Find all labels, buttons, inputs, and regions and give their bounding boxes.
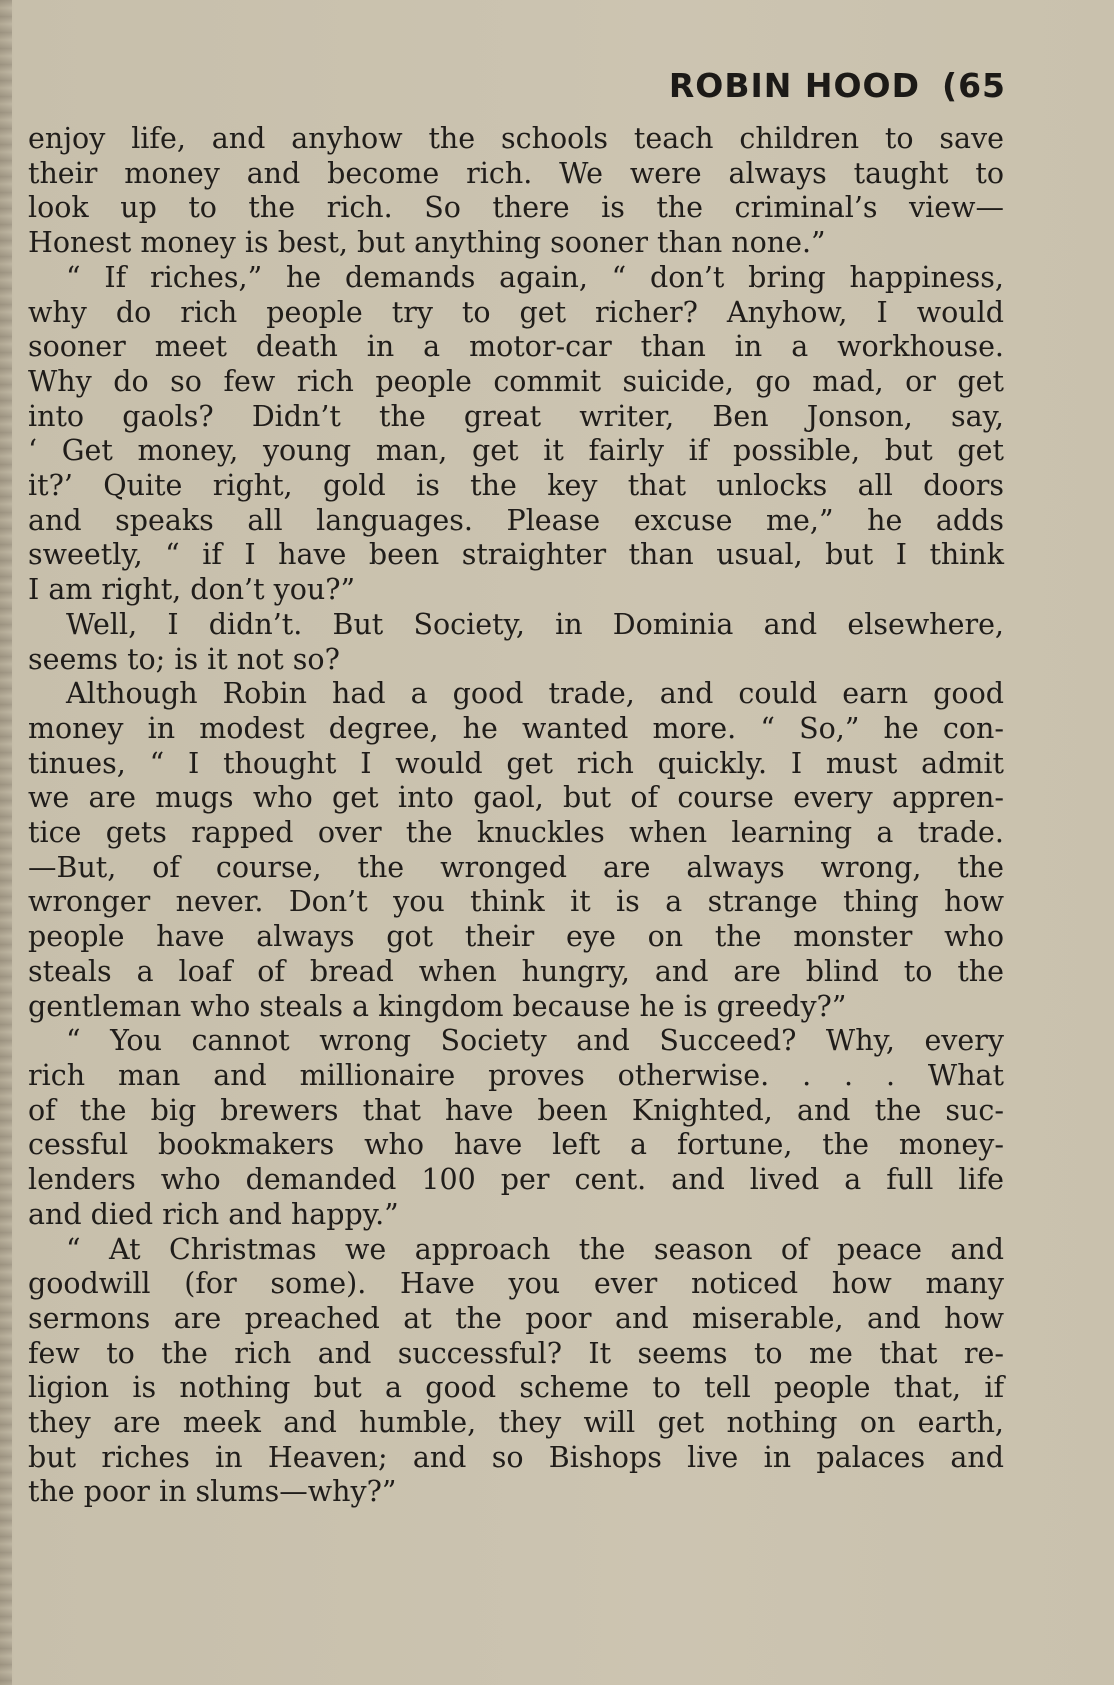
text-line: money in modest degree, he wanted more. “ So,” he con- <box>28 711 1004 745</box>
text-line: Why do so few rich people commit suicide, go mad, or get <box>28 364 1004 398</box>
text-line: goodwill (for some). Have you ever noticed how many <box>28 1267 1004 1301</box>
text-line: they are meek and humble, they will get nothing on earth, <box>28 1406 1004 1440</box>
text-line: lenders who demanded 100 per cent. and lived a full life <box>28 1163 1004 1197</box>
text-line: Well, I didn’t. But Society, in Dominia and elsewhere, <box>66 607 1004 641</box>
text-line: enjoy life, and anyhow the schools teach children to save <box>28 122 1004 155</box>
text-line: but riches in Heaven; and so Bishops live in palaces and <box>28 1440 1004 1474</box>
text-line: the poor in slums—why?” <box>28 1475 397 1509</box>
text-line: their money and become rich. We were always taught to <box>28 156 1004 190</box>
text-line: wronger never. Don’t you think it is a strange thing how <box>28 885 1004 919</box>
text-line: ligion is nothing but a good scheme to tell people that, if <box>28 1371 1004 1405</box>
text-line: into gaols? Didn’t the great writer, Ben Jonson, say, <box>28 399 1004 433</box>
text-line: steals a loaf of bread when hungry, and are blind to the <box>28 954 1004 988</box>
text-line: look up to the rich. So there is the criminal’s view— <box>28 191 1004 225</box>
text-line: sooner meet death in a motor-car than in a workhouse. <box>28 330 1004 364</box>
text-line: sermons are preached at the poor and miserable, and how <box>28 1301 1004 1335</box>
running-header <box>669 66 1006 105</box>
page-number: (65 <box>941 66 1006 105</box>
text-line: and speaks all languages. Please excuse me,” he adds <box>28 503 1004 537</box>
text-line: I am right, don’t you?” <box>28 573 356 607</box>
text-line: why do rich people try to get richer? Anyhow, I would <box>28 295 1004 329</box>
text-line: of the big brewers that have been Knighted, and the suc- <box>28 1093 1004 1127</box>
page-binding-edge <box>0 0 12 1685</box>
text-line: cessful bookmakers who have left a fortune, the money- <box>28 1128 1004 1162</box>
text-line: people have always got their eye on the monster who <box>28 920 1004 954</box>
text-line: it?’ Quite right, gold is the key that unlocks all doors <box>28 469 1004 503</box>
body-text <box>28 122 1004 1510</box>
running-title: ROBIN HOOD <box>668 66 920 105</box>
text-line: sweetly, “ if I have been straighter than usual, but I think <box>28 538 1004 572</box>
text-line: few to the rich and successful? It seems to me that re- <box>28 1336 1004 1370</box>
text-line: gentleman who steals a kingdom because he is greedy?” <box>28 989 847 1023</box>
text-line: tice gets rapped over the knuckles when learning a trade. <box>28 816 1004 850</box>
text-line: seems to; is it not so? <box>28 642 340 676</box>
text-line: we are mugs who get into gaol, but of course every appren- <box>28 781 1004 815</box>
text-line: and died rich and happy.” <box>28 1197 399 1231</box>
text-line: “ At Christmas we approach the season of peace and <box>66 1232 1004 1266</box>
text-line: —But, of course, the wronged are always wrong, the <box>28 850 1004 884</box>
text-line: Honest money is best, but anything sooner than none.” <box>28 226 826 260</box>
text-line: tinues, “ I thought I would get rich quickly. I must admit <box>28 746 1004 780</box>
text-line: “ If riches,” he demands again, “ don’t bring happiness, <box>66 260 1004 294</box>
text-line: “ You cannot wrong Society and Succeed? Why, every <box>66 1024 1004 1058</box>
text-line: ‘ Get money, young man, get it fairly if possible, but get <box>28 434 1004 468</box>
text-line: Although Robin had a good trade, and could earn good <box>66 677 1004 711</box>
text-line: rich man and millionaire proves otherwise. . . . What <box>28 1058 1004 1092</box>
